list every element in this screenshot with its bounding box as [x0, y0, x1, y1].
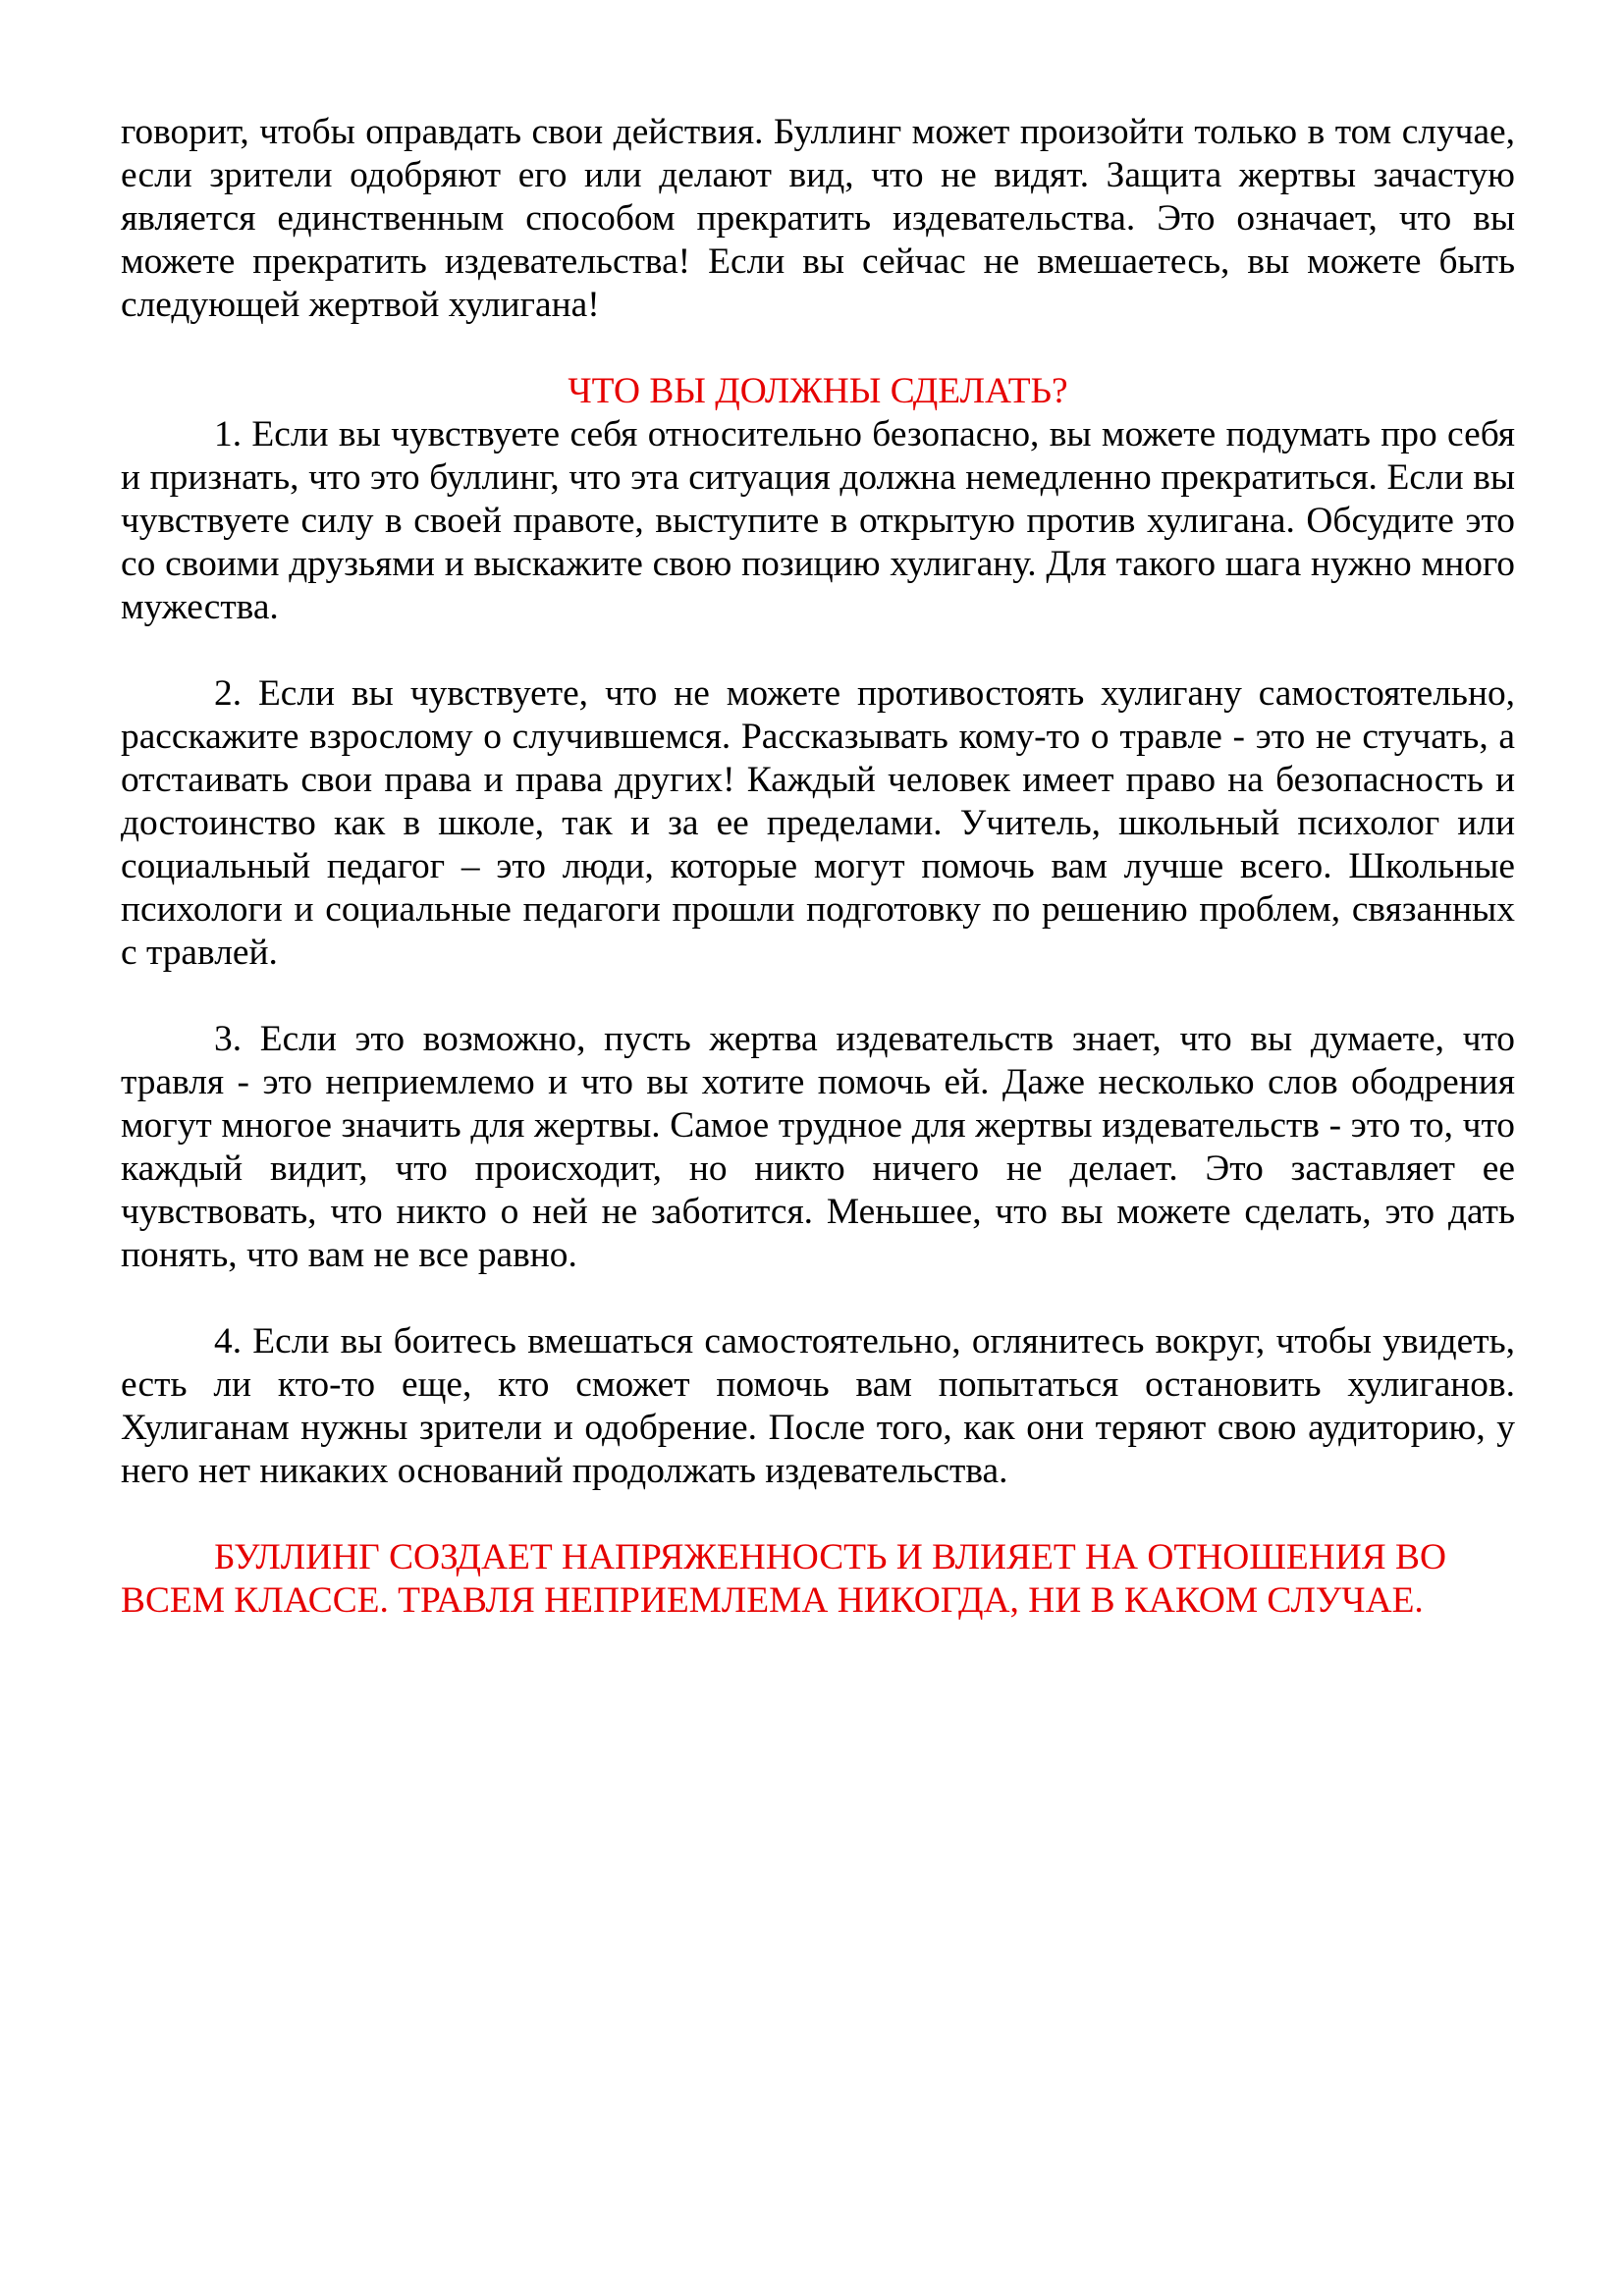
closing-statement: БУЛЛИНГ СОЗДАЕТ НАПРЯЖЕННОСТЬ И ВЛИЯЕТ НА ОТНОШЕНИЯ ВО ВСЕМ КЛАССЕ. ТРАВЛЯ НЕПРИЕМЛЕМА НИКОГДА, НИ В КАКОМ СЛУЧАЕ. — [121, 1537, 1446, 1621]
step-paragraph-4: 4. Если вы боитесь вмешаться самостоятельно, оглянитесь вокруг, чтобы увидеть, есть ли кто-то еще, кто сможет помочь вам попытаться остановить хулиганов. Хулиганам нужны зрители и одобрение. После того, как они теряют свою аудиторию, у него нет никаких оснований продолжать издевательства. — [121, 1321, 1515, 1491]
step-paragraph-1: 1. Если вы чувствуете себя относительно безопасно, вы можете подумать про себя и признать, что это буллинг, что эта ситуация должна немедленно прекратиться. Если вы чувствуете силу в своей правоте, выступите в открытую против хулигана. Обсудите это со своими друзьями и выскажите свою позицию хулигану. Для такого шага нужно много мужества. — [121, 414, 1515, 627]
step-paragraph-3: 3. Если это возможно, пусть жертва издевательств знает, что вы думаете, что травля - это неприемлемо и что вы хотите помочь ей. Даже несколько слов ободрения могут многое значить для жертвы. Самое трудное для жертвы издевательств - это то, что каждый видит, что происходит, но никто ничего не делает. Это заставляет ее чувствовать, что никто о ней не заботится. Меньшее, что вы можете сделать, это дать понять, что вам не все равно. — [121, 1019, 1515, 1275]
section-heading: ЧТО ВЫ ДОЛЖНЫ СДЕЛАТЬ? — [568, 371, 1068, 411]
step-paragraph-2: 2. Если вы чувствуете, что не можете противостоять хулигану самостоятельно, расскажите взрослому о случившемся. Рассказывать кому-то о травле - это не стучать, а отстаивать свои права и права других! Каждый человек имеет право на безопасность и достоинство как в школе, так и за ее пределами. Учитель, школьный психолог или социальный педагог – это люди, которые могут помочь вам лучше всего. Школьные психологи и социальные педагоги прошли подготовку по решению проблем, связанных с травлей. — [121, 673, 1515, 973]
document-page — [121, 111, 1515, 1623]
intro-paragraph: говорит, чтобы оправдать свои действия. Буллинг может произойти только в том случае, если зрители одобряют его или делают вид, что не видят. Защита жертвы зачастую является единственным способом прекратить издевательства. Это означает, что вы можете прекратить издевательства! Если вы сейчас не вмешаетесь, вы можете быть следующей жертвой хулигана! — [121, 112, 1515, 325]
